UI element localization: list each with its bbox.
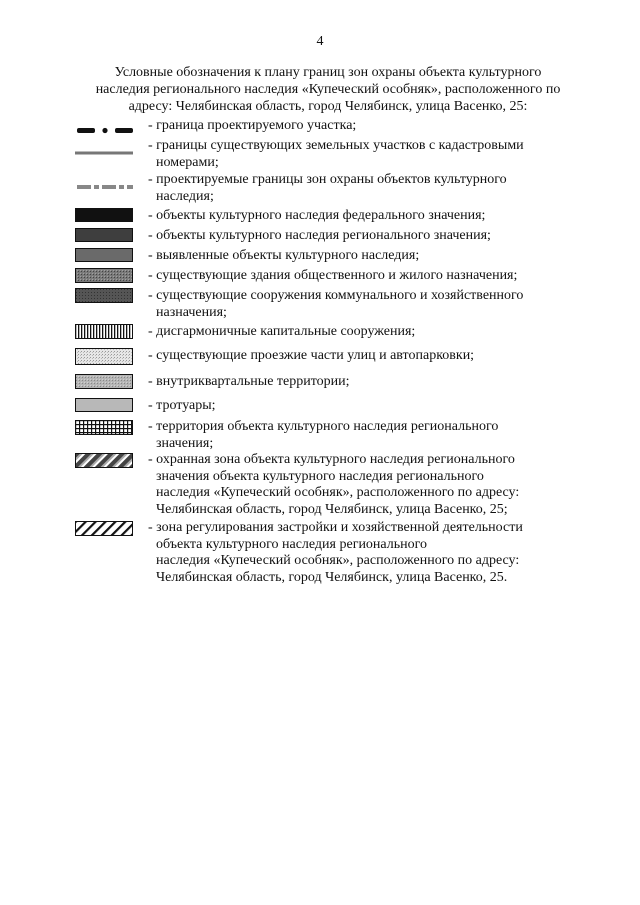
legend-item-label-cont: номерами; xyxy=(156,154,219,170)
page-number: 4 xyxy=(316,34,324,49)
legend-item-label: - охранная зона объекта культурного наследия регионального xyxy=(148,452,515,467)
legend-item-label-cont: объекта культурного наследия регионального xyxy=(156,536,428,552)
legend-item-label: - границы существующих земельных участков с кадастровыми xyxy=(148,138,524,153)
legend-item-label-cont: назначения; xyxy=(156,304,227,320)
legend-item-label: - существующие здания общественного и жилого назначения; xyxy=(148,268,518,283)
dark-textured-box-icon xyxy=(75,288,135,304)
legend-item-label: - территория объекта культурного наследия регионального xyxy=(148,419,499,434)
legend-item-label-cont: Челябинская область, город Челябинск, улица Васенко, 25; xyxy=(156,501,508,517)
dark-gray-box-icon xyxy=(75,228,135,244)
legend-item-label: - проектируемые границы зон охраны объектов культурного xyxy=(148,172,507,187)
legend-item-label: - объекты культурного наследия федерального значения; xyxy=(148,208,486,223)
legend-item-label: - объекты культурного наследия регионального значения; xyxy=(148,228,491,243)
legend-item-label-cont: значения; xyxy=(156,435,214,451)
diagonal-hatch-box-icon xyxy=(75,521,135,537)
solid-gray-line-icon xyxy=(75,143,135,149)
legend-item-label: - существующие сооружения коммунального и хозяйственного xyxy=(148,288,524,303)
heading-line-1: Условные обозначения к плану границ зон охраны объекта культурного xyxy=(114,65,542,80)
legend-item-label-cont: значения объекта культурного наследия регионального xyxy=(156,468,484,484)
grid-hatch-box-icon xyxy=(75,420,135,436)
diagonal-gray-hatch-box-icon xyxy=(75,453,135,469)
legend-item-label: - выявленные объекты культурного наследия; xyxy=(148,248,420,263)
legend-item-label: - дисгармоничные капитальные сооружения; xyxy=(148,324,416,339)
gray-dashed-line-icon xyxy=(75,177,135,183)
legend-item-label-cont: наследия «Купеческий особняк», расположенного по адресу: xyxy=(156,485,520,500)
heading-line-3: адресу: Челябинская область, город Челябинск, улица Васенко, 25: xyxy=(128,99,528,114)
dash-dot-boundary-icon xyxy=(75,123,135,133)
legend-item-label: - тротуары; xyxy=(148,398,216,413)
light-dotted-box-icon xyxy=(75,348,135,366)
legend-item-label: - существующие проезжие части улиц и автопарковки; xyxy=(148,348,475,363)
legend-item-label-cont: Челябинская область, город Челябинск, улица Васенко, 25. xyxy=(156,569,508,585)
legend-item-label: - зона регулирования застройки и хозяйственной деятельности xyxy=(148,520,523,535)
legend-heading xyxy=(78,64,578,115)
legend-item-label: - граница проектируемого участка; xyxy=(148,118,357,133)
medium-gray-box-icon xyxy=(75,248,135,264)
plain-light-gray-box-icon xyxy=(75,398,135,414)
legend-item-label-cont: наследия; xyxy=(156,188,214,204)
light-gray-dotted-box-icon xyxy=(75,374,135,390)
heading-line-2: наследия регионального наследия «Купеческий особняк», расположенного по xyxy=(95,82,561,97)
legend-item-label-cont: наследия «Купеческий особняк», расположенного по адресу: xyxy=(156,553,520,568)
black-fill-box-icon xyxy=(75,208,135,224)
legend-item-label: - внутриквартальные территории; xyxy=(148,374,350,389)
textured-gray-box-icon xyxy=(75,268,135,284)
vertical-hatch-box-icon xyxy=(75,324,135,340)
